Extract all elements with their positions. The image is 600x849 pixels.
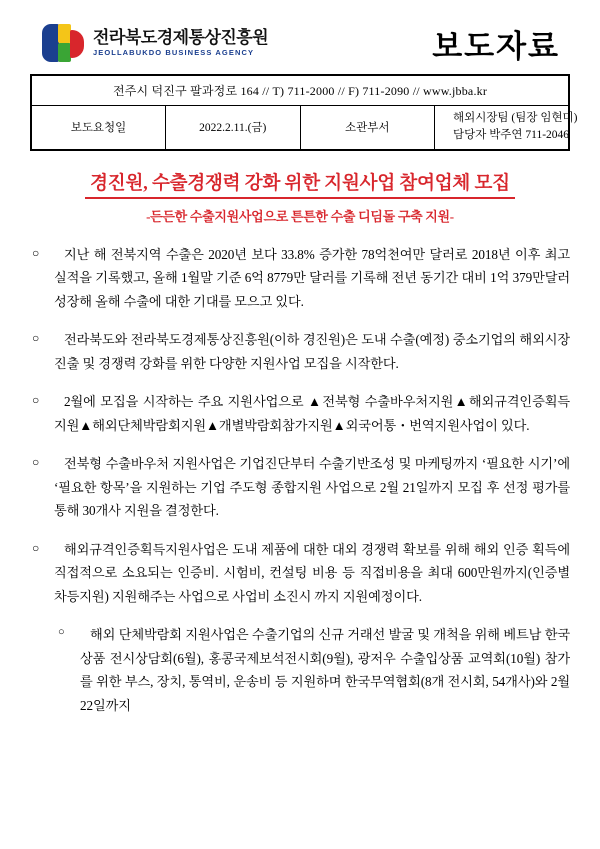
address-row: [31, 75, 569, 106]
paragraph: [30, 452, 570, 523]
body-text: [30, 243, 570, 718]
paragraph-text: 전북형 수출바우처 지원사업은 기업진단부터 수출기반조성 및 마케팅까지 ‘필요한 시기’에 ‘필요한 항목’을 지원하는 기업 주도형 종합지원 사업으로 2월 21일까지 모집 후 선정 평가를 통해 30개사 지원을 결정한다.: [54, 456, 570, 518]
paragraph-text: 2월에 모집을 시작하는 주요 지원사업으로 ▲전북형 수출바우처지원▲해외규격인증획득지원▲해외단체박람회지원▲개별박람회참가지원▲외국어통・번역지원사업이 있다.: [54, 394, 570, 433]
paragraph: [30, 538, 570, 609]
brand-name-en: JEOLLABUKDO BUSINESS AGENCY: [93, 47, 255, 57]
page-title: 경진원, 수출경쟁력 강화 위한 지원사업 참여업체 모집: [90, 173, 510, 194]
paragraph: [30, 390, 570, 437]
paragraph-text: 전라북도와 전라북도경제통상진흥원(이하 경진원)은 도내 수출(예정) 중소기업의 해외시장 진출 및 경쟁력 강화를 위한 다양한 지원사업 모집을 시작한다.: [54, 332, 570, 371]
meta-row: [31, 106, 569, 150]
paragraph: [30, 243, 570, 314]
department-label: 소관부서: [300, 106, 435, 150]
bullet-icon: ○: [58, 626, 65, 638]
paragraph: [30, 623, 570, 717]
masthead: [30, 14, 570, 72]
paragraph-text: 해외규격인증획득지원사업은 도내 제품에 대한 대외 경쟁력 확보를 위해 해외 인증 획득에 직접적으로 소요되는 인증비. 시험비, 컨설팅 비용 등 직접비용을 최대 600만원까지(인증별 차등지원) 지원해주는 사업으로 사업비 소진시 까지 지원예정이다.: [54, 541, 570, 604]
page-subtitle: -든든한 수출지원사업으로 튼튼한 수출 디딤돌 구축 지원-: [146, 208, 454, 224]
bullet-icon: ○: [32, 455, 40, 469]
bullet-icon: ○: [32, 393, 40, 407]
paragraph-text: 지난 해 전북지역 수출은 2020년 보다 33.8% 증가한 78억천여만 달러로 2018년 이후 최고 실적을 기록했고, 올해 1월말 기준 6억 8779만 달러를 기록해 전년 동기간 대비 1억 379만달러 성장해 올해 수출에 대한 기대를 모으고 있다.: [54, 246, 570, 309]
document-type-title: 보도자료: [432, 28, 560, 64]
info-table: [30, 74, 578, 151]
contact-person: 담당자 박주연 711-2046: [453, 129, 570, 142]
brand: [42, 22, 268, 64]
contact-team: 해외시장팀 (팀장 임현미): [453, 112, 578, 124]
bullet-icon: ○: [32, 245, 40, 260]
contact-cell: [435, 106, 578, 150]
jbba-logo-icon: [42, 22, 84, 64]
address-line: 전주시 덕진구 팔과정로 164 // T) 711-2000 // F) 711-2090 // www.jbba.kr: [31, 75, 569, 106]
title-block: [30, 169, 570, 225]
brand-name-kr: 전라북도경제통상진흥원: [93, 28, 269, 48]
release-date-label: 보도요청일: [31, 106, 166, 150]
paragraph: [30, 328, 570, 375]
bullet-icon: ○: [32, 540, 40, 555]
brand-text: [93, 29, 268, 57]
release-date-value: 2022.2.11.(금): [166, 106, 301, 150]
bullet-icon: ○: [32, 331, 40, 345]
paragraph-text: 해외 단체박람회 지원사업은 수출기업의 신규 거래선 발굴 및 개척을 위해 베트남 한국상품 전시상담회(6월), 홍콩국제보석전시회(9월), 광저우 수출입상품 교역회(10월) 참가를 위한 부스, 장치, 통역비, 운송비 등 지원하며 한국무역협회(8개 전시회, 54개사)와 2월 22일까지: [80, 627, 570, 713]
title-underline: [85, 197, 515, 199]
